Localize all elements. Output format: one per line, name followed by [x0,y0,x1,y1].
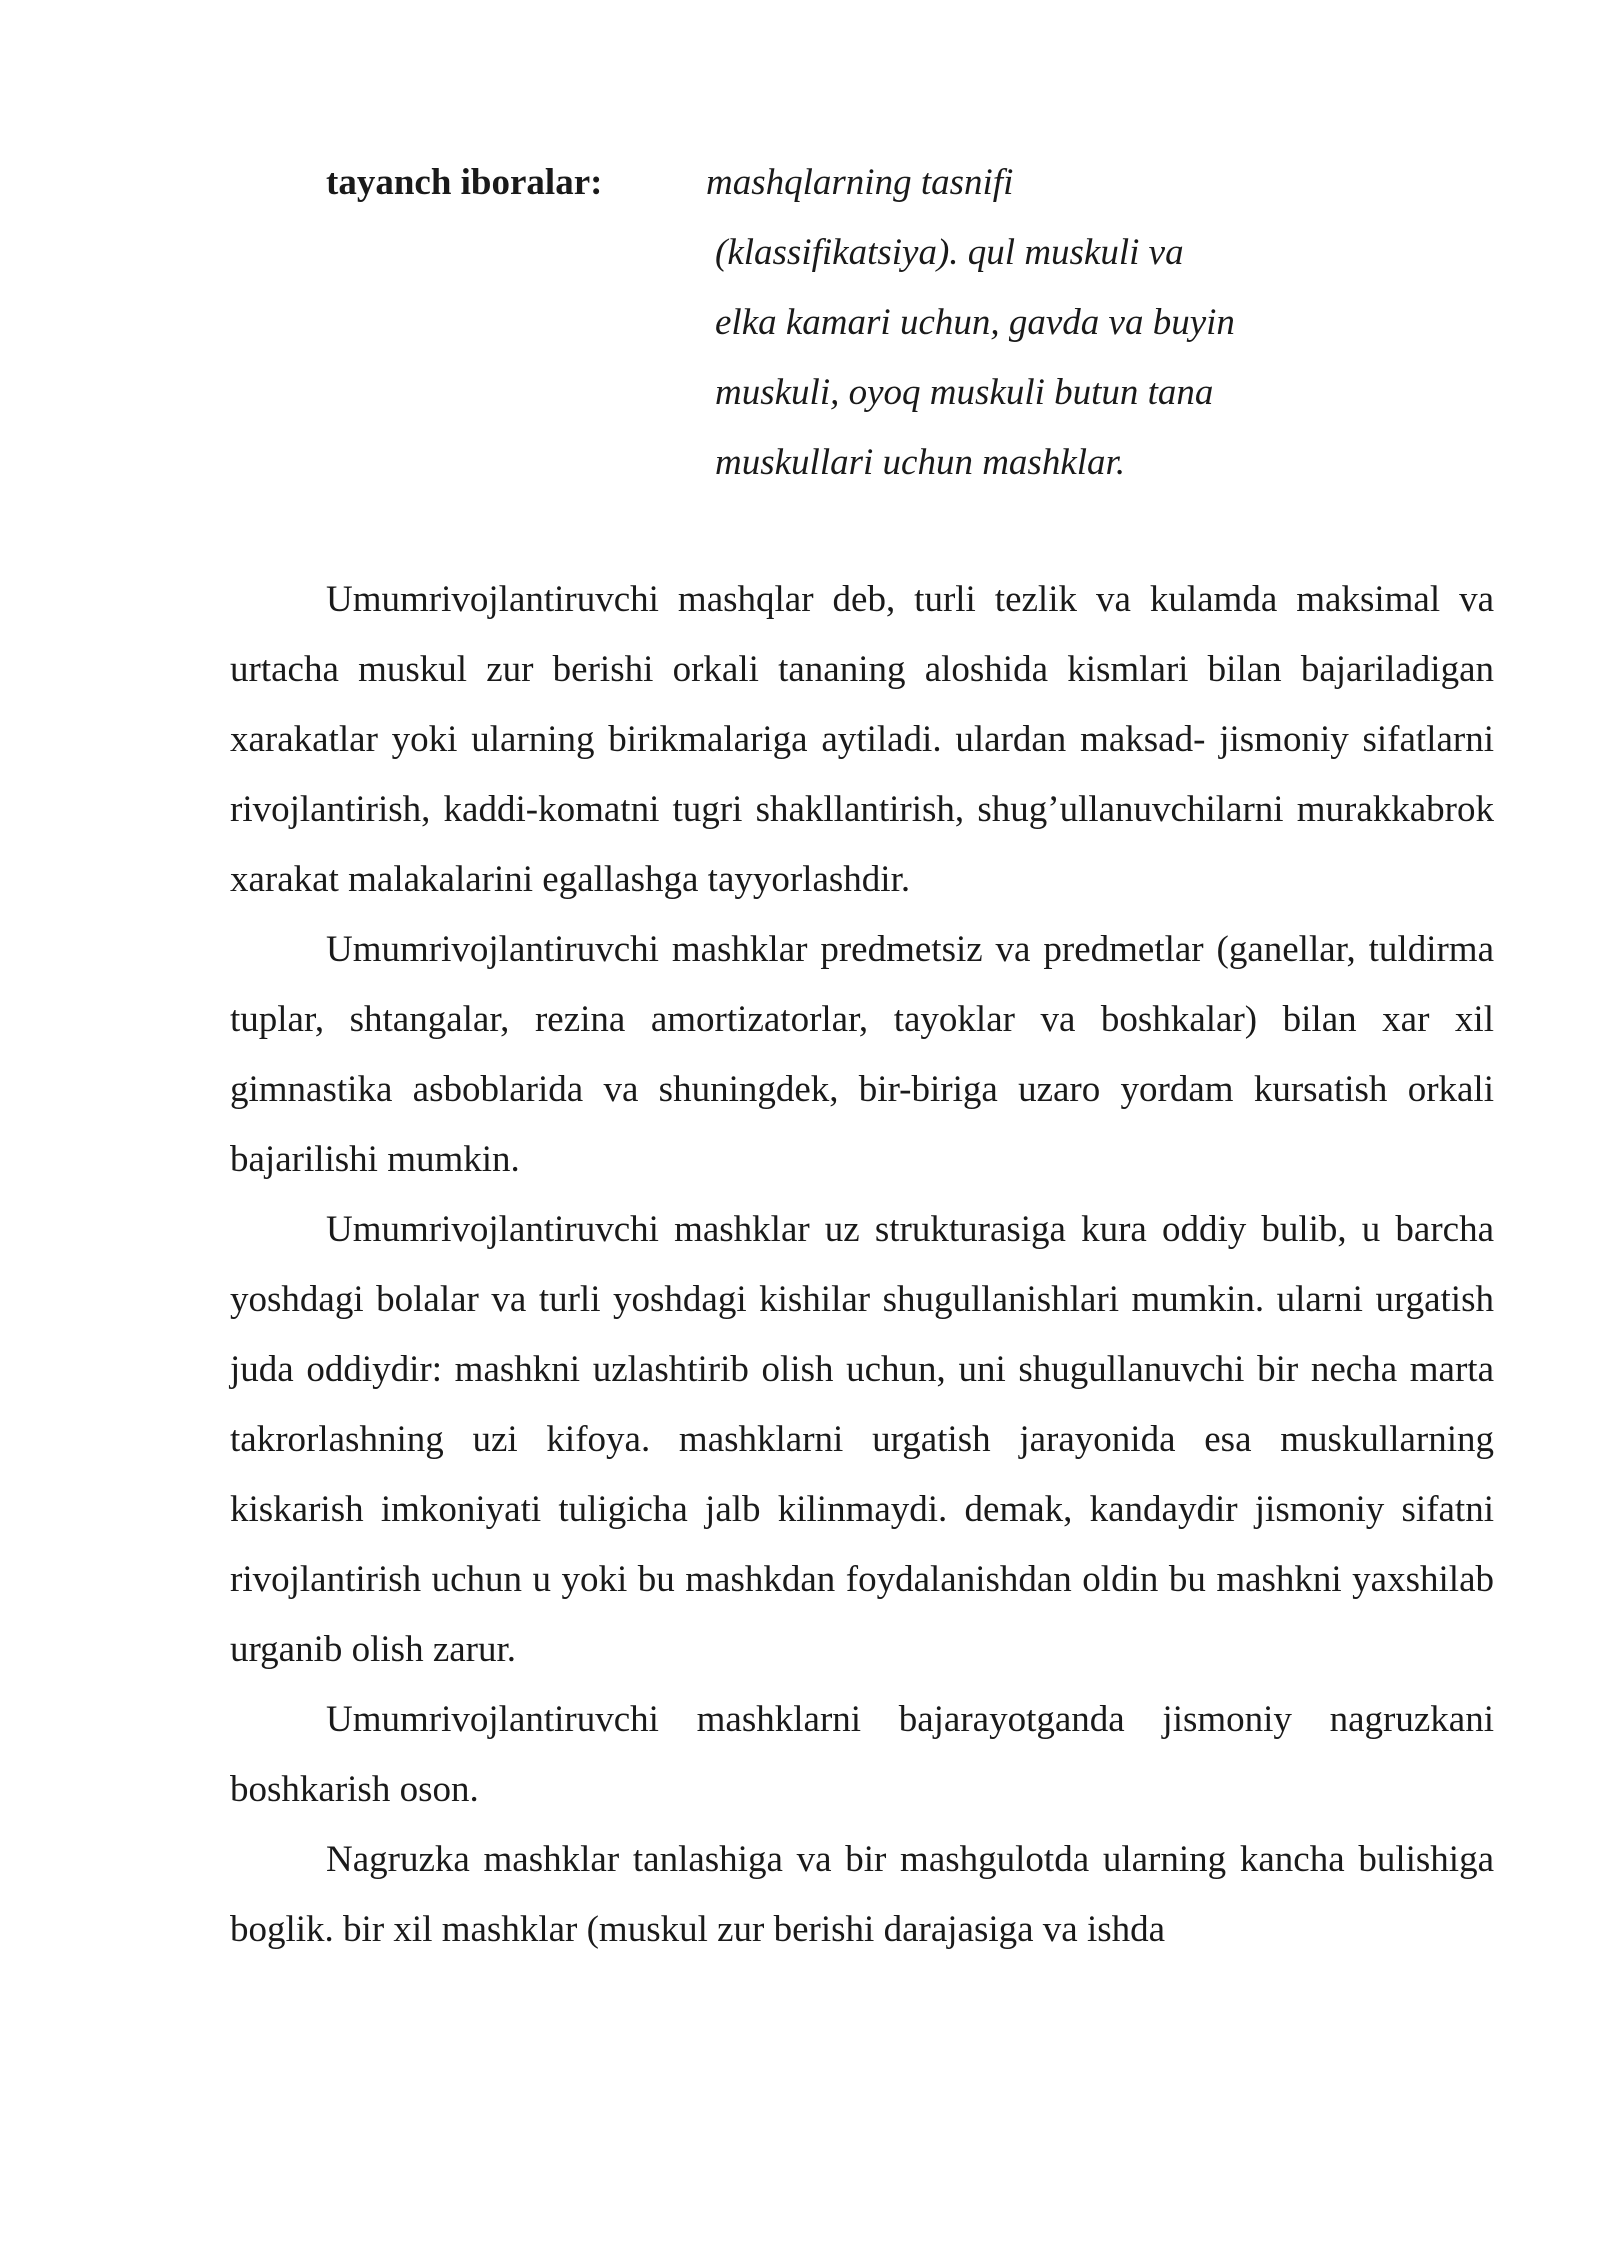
keywords-line: (klassifikatsiya). qul muskuli va [715,232,1184,273]
paragraph: Umumrivojlantiruvchi mashqlar deb, turli tezlik va kulamda maksimal va urtacha muskul zur berishi orkali tananing aloshida kismlari bilan bajariladigan xarakatlar yoki ularning birikmalariga aytiladi. ulardan maksad- jismoniy sifatlarni rivojlantirish, kaddi-komatni tugri shakllantirish, shug’ullanuvchilarni murakkabrok xarakat malakalarini egallashga tayyorlashdir. [230,579,1494,900]
paragraph: Umumrivojlantiruvchi mashklar uz strukturasiga kura oddiy bulib, u barcha yoshdagi bolalar va turli yoshdagi kishilar shugullanishlari mumkin. ularni urgatish juda oddiydir: mashkni uzlashtirib olish uchun, uni shugullanuvchi bir necha marta takrorlashning uzi kifoya. mashklarni urgatish jarayonida esa muskullarning kiskarish imkoniyati tuligicha jalb kilinmaydi. demak, kandaydir jismoniy sifatni rivojlantirish uchun u yoki bu mashkdan foydalanishdan oldin bu mashkni yaxshilab urganib olish zarur. [230,1209,1494,1670]
paragraph: Nagruzka mashklar tanlashiga va bir mashgulotda ularning kancha bulishiga boglik. bir xil mashklar (muskul zur berishi darajasiga va ishda [230,1839,1494,1950]
keywords-line: muskullari uchun mashklar. [715,442,1126,483]
keywords-line: mashqlarning tasnifi [706,162,1014,203]
keywords-line: elka kamari uchun, gavda va buyin [715,302,1235,343]
body-text [230,565,1494,1965]
keywords-list [706,148,1235,498]
keywords-label: tayanch iboralar: [326,162,603,203]
keywords-line: muskuli, oyoq muskuli butun tana [715,372,1214,413]
keywords-block [326,148,1306,488]
paragraph: Umumrivojlantiruvchi mashklar predmetsiz va predmetlar (ganellar, tuldirma tuplar, shtangalar, rezina amortizatorlar, tayoklar va boshkalar) bilan xar xil gimnastika asboblarida va shuningdek, bir-biriga uzaro yordam kursatish orkali bajarilishi mumkin. [230,929,1494,1180]
paragraph: Umumrivojlantiruvchi mashklarni bajarayotganda jismoniy nagruzkani boshkarish oson. [230,1699,1494,1810]
